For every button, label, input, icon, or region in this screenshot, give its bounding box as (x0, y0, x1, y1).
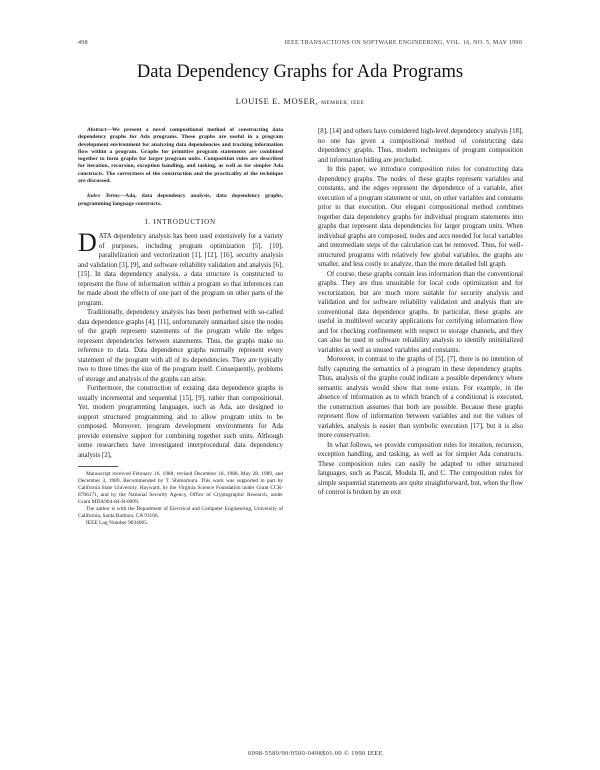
index-terms-label: Index Terms (87, 193, 120, 200)
abstract (78, 127, 283, 185)
author-name: LOUISE E. MOSER, (235, 96, 319, 106)
author-line (60, 96, 540, 106)
body-paragraph-3: Of course, these graphs contain less information than the conventional graphs. They are thus unsuitable for local code optimization and for vectorization, but are much more suitable for security analysis and validation and for software reliability validation and analysis than are conventional data dependence graphs. In particular, these graphs are useful in multilevel security applications for certifying information flow and for checking confinement with respect to storage channels, and they can also be used in software reliability analysis to identify uninitialized variables as well as unused variables and constants. (318, 270, 523, 354)
abstract-label: Abstract (87, 127, 107, 133)
footnotes (78, 471, 283, 527)
body-paragraph-5: In what follows, we provide composition rules for iteration, recursion, exception handling, and tasking, as well as for simpler Ada constructs. These composition rules can easily be adapted to other structured languages, such as Pascal, Modula II, and C. The composition rules for simple sequential statements are quite straightforward, but, when the flow of control is broken by an exit (318, 441, 523, 496)
paper-title: Data Dependency Graphs for Ada Programs (136, 62, 464, 82)
right-column (318, 127, 523, 498)
intro-paragraph-3: Furthermore, the construction of existing data dependence graphs is usually incremental and sequential [15], [9], rather than compositional. Yet, modern programming languages, such as Ada, are designed to support structured programming and to allow program units to be composed. Moreover, program development environments for Ada provide extensive support for combining together such units. Although some researchers have investigated interprocedural data dependency analysis [2], (78, 385, 283, 459)
index-terms-text: —Ada, data dependency analysis, data dependency graphs, programming language constructs. (78, 193, 283, 207)
footnote-divider (78, 466, 118, 467)
page-number: 498 (78, 40, 88, 46)
copyright-line: 0098-5589/90/0500-0498$01.00 © 1990 IEEE (248, 750, 383, 757)
section-heading: I. INTRODUCTION (145, 217, 216, 226)
author-membership: MEMBER, IEEE (321, 100, 365, 106)
abstract-text: —We present a novel compositional method of constructing data dependency graphs for Ada programs. These graphs are useful in a program development environment for analyzing data dependencies and tracking information flow within a program. Graphs for primitive program statements are combined together to form graphs for larger program units. Composition rules are described for iteration, recursion, exception handling, and tasking, as well as for simpler Ada constructs. The correctness of the construction and the practicality of the technique are discussed. (78, 127, 283, 185)
intro-paragraph-1-text: ATA dependency analysis has been used extensively for a variety of purposes, including program optimization [5], [10], parallelization and vectorization [1], [12], [16], security analysis and validation [3], [9], and software reliability validation and analysis [6], [15]. In data dependency analysis, a data structure is constructed to represent the flow of information within a program so that inferences can be made about the effects of one part of the program on other parts of the program. (78, 233, 283, 307)
left-column (78, 127, 283, 527)
journal-header: IEEE TRANSACTIONS ON SOFTWARE ENGINEERING, VOL. 16, NO. 5, MAY 1990 (284, 40, 522, 46)
body-paragraph-2: In this paper, we introduce composition rules for constructing data dependency graphs. The nodes of these graphs represent variables and constants, and the edges represent the dependence of a variable, after execution of a program statement or unit, on other variables and constants prior to that execution. Our elegant compositional method combines together data dependency graphs for individual program statements into graphs that represent data dependencies for larger program units. When individual graphs are composed, nodes and arcs needed for local variables and intermediate steps of the calculation can be removed. Thus, for well-structured programs with relatively few global variables, the graphs are smaller, and less costly to analyze, than the more detailed full graph. (318, 166, 523, 268)
footnote-manuscript: Manuscript received February 16, 1988; revised December 18, 1988, May 28, 1989, and December 3, 1989. Recommended by T. Shimomura. This work was supported in part by California State University, Hayward, by the Virginia Science Foundation under Grant CCR-8706171, and by the National Security Agency, Office of Cryptographic Research, under Grant MDA904-84-H-0009. (78, 471, 283, 506)
intro-paragraph-1 (78, 228, 283, 308)
running-header (78, 40, 522, 52)
footnote-log-number: IEEE Log Number 9034065. (86, 520, 149, 527)
index-terms (78, 193, 283, 208)
body-paragraph-4: Moreover, in contrast to the graphs of [5], [7], there is no intention of fully capturing the semantics of a program in these dependency graphs. Thus, analysis of the graphs could indicate a possible dependency where semantic analysis would show that none exists. For example, in the absence of information as to which branch of a conditional is executed, the construction assumes that both are possible. Because these graphs represent flow of information between variables and not the values of variables, analysis is easier than symbolic execution [17], but it is also more conservative. (318, 356, 523, 439)
drop-cap: D (78, 228, 97, 258)
body-paragraph-1: [8], [14] and others have considered high-level dependency analysis [18], no one has given a compositional method of constructing data dependency graphs. Thus, modern techniques of program composition and information hiding are precluded. (318, 128, 523, 164)
intro-paragraph-2: Traditionally, dependency analysis has been performed with so-called data dependence graphs [4], [11], unfortunately unmarked since the nodes of the graph represent statements of the program while the edges represent dependencies between statements. Thus, the graphs make no reference to data. Data dependence graphs normally represent every statement of the program with all of its dependencies. They are typically two to three times the size of the program itself. Consequently, problems of storage and analysis of the graphs can arise. (78, 309, 283, 383)
footnote-affiliation: The author is with the Department of Electrical and Computer Engineering, University of California, Santa Barbara, CA 93106. (78, 506, 283, 520)
